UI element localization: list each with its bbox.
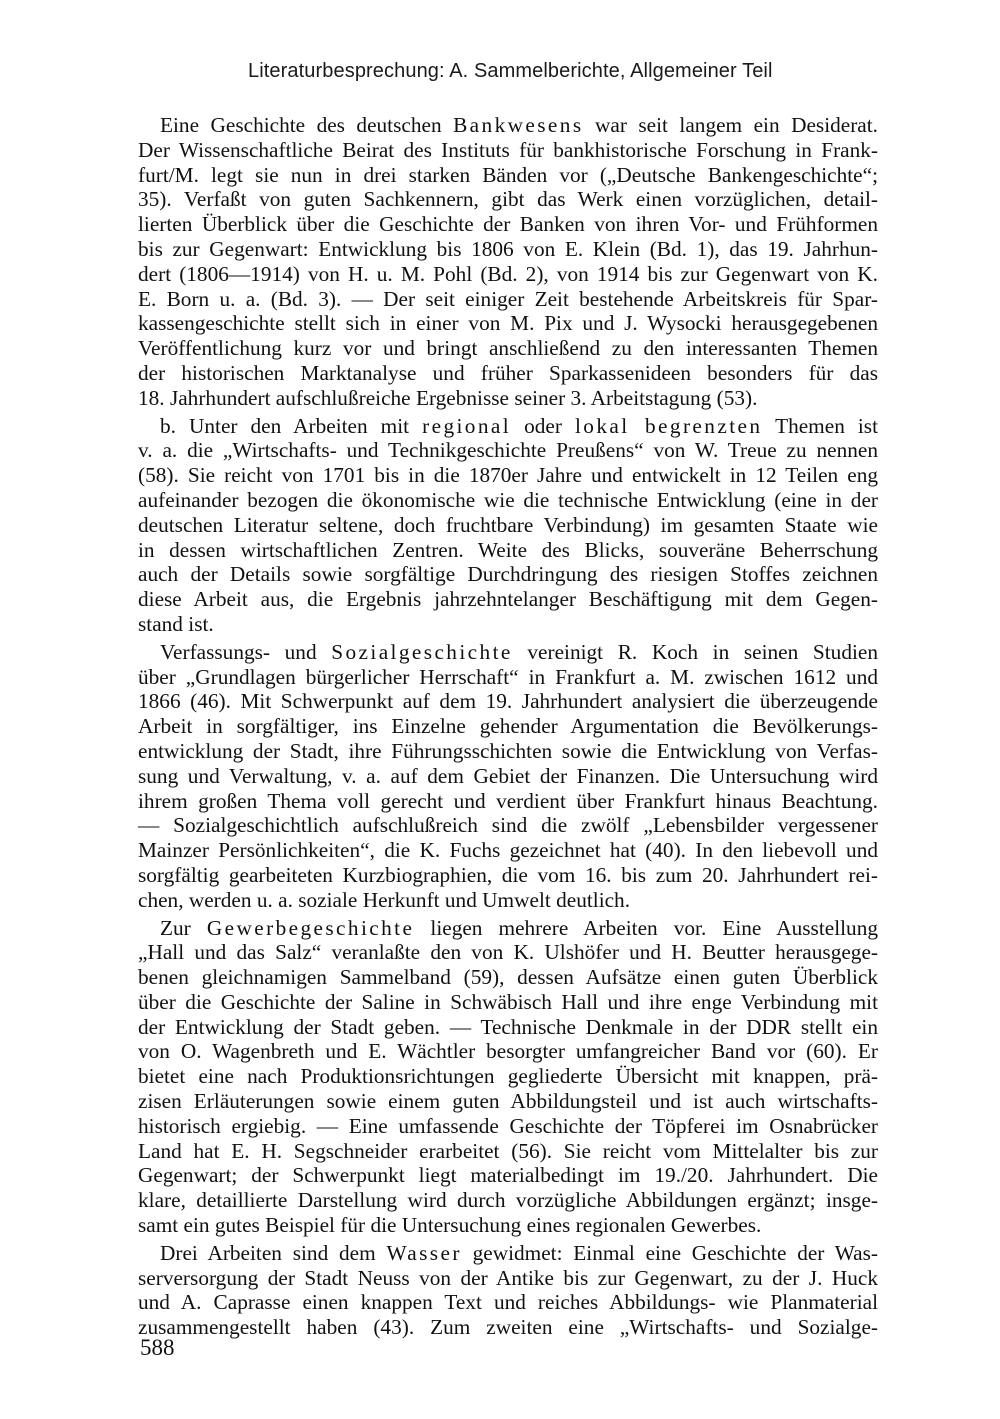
text-line xyxy=(138,1241,878,1266)
text-run: Eine Geschichte des deutschen xyxy=(160,113,454,137)
text-run: von O. Wagenbreth und E. Wächtler besorgter umfangreicher Band vor (60). Er xyxy=(138,1039,878,1064)
text-line xyxy=(138,1114,878,1139)
text-line xyxy=(138,287,878,312)
text-line xyxy=(138,789,878,814)
text-run: E. Born u. a. (Bd. 3). — Der seit einiger Zeit bestehende Arbeitskreis für Spar- xyxy=(138,286,878,311)
text-line xyxy=(138,813,878,838)
text-line xyxy=(138,587,878,612)
text-line xyxy=(138,739,878,764)
text-run: entwicklung der Stadt, ihre Führungsschichten sowie die Entwicklung von Verfas- xyxy=(138,738,878,763)
text-run: diese Arbeit aus, die Ergebnis jahrzehntelanger Beschäftigung mit dem Gegen- xyxy=(138,587,878,612)
paragraph xyxy=(138,916,878,1238)
text-run: der historischen Marktanalyse und früher Sparkassenideen besonders für das xyxy=(138,360,878,385)
text-run: liegen mehrere Arbeiten vor. Eine Ausstellung xyxy=(414,915,878,940)
text-run: Themen ist xyxy=(762,413,878,438)
text-run: Drei Arbeiten sind dem xyxy=(160,1240,387,1265)
text-run: oder xyxy=(511,413,575,438)
body-text xyxy=(138,113,878,1340)
text-line xyxy=(138,1163,878,1188)
text-line xyxy=(138,714,878,739)
text-run: Zur xyxy=(160,915,207,940)
text-run: zisen Erläuterungen sowie einem guten Abbildungsteil und ist auch wirtschafts- xyxy=(138,1089,878,1114)
text-line xyxy=(138,1266,878,1291)
text-run: Verfassungs- und xyxy=(160,639,332,664)
paragraph xyxy=(138,414,878,637)
text-run: dert (1806—1914) von H. u. M. Pohl (Bd. 2), von 1914 bis zur Gegenwart von K. xyxy=(138,261,878,286)
text-run: furt/M. legt sie nun in drei starken Bänden vor („Deutsche Bankengeschichte“; xyxy=(138,162,878,187)
paragraph xyxy=(138,640,878,913)
text-run: benen gleichnamigen Sammelband (59), dessen Aufsätze einen guten Überblick xyxy=(138,965,878,990)
text-line xyxy=(138,1089,878,1114)
text-line xyxy=(138,538,878,563)
text-line xyxy=(138,764,878,789)
text-line xyxy=(138,990,878,1015)
text-line xyxy=(138,640,878,665)
text-line xyxy=(138,187,878,212)
text-line xyxy=(138,163,878,188)
emphasized-term: Wasser xyxy=(386,1240,462,1265)
text-run: v. a. die „Wirtschafts- und Technikgeschichte Preußens“ von W. Treue zu nennen xyxy=(138,438,878,463)
text-run: war seit langem ein Desiderat. xyxy=(583,113,878,137)
text-run: auch der Details sowie sorgfältige Durchdringung des riesigen Stoffes zeichnen xyxy=(138,562,878,587)
text-line xyxy=(138,1188,878,1213)
text-run: Arbeit in sorgfältiger, ins Einzelne gehender Argumentation die Bevölkerungs- xyxy=(138,714,878,739)
text-run: Mainzer Persönlichkeiten“, die K. Fuchs gezeichnet hat (40). In den liebevoll und xyxy=(138,838,878,863)
text-line xyxy=(138,311,878,336)
text-run: kassengeschichte stellt sich in einer von M. Pix und J. Wysocki herausgegebenen xyxy=(138,311,878,336)
text-line xyxy=(138,1315,878,1340)
text-line xyxy=(138,513,878,538)
text-line xyxy=(138,863,878,888)
text-run: historisch ergiebig. — Eine umfassende Geschichte der Töpferei im Osnabrücker xyxy=(138,1113,878,1138)
text-line xyxy=(138,612,878,637)
text-run: bis zur Gegenwart: Entwicklung bis 1806 von E. Klein (Bd. 1), das 19. Jahrhun- xyxy=(138,236,878,261)
text-line xyxy=(138,463,878,488)
text-run: Land hat E. H. Segschneider erarbeitet (56). Sie reicht vom Mittelalter bis zur xyxy=(138,1138,878,1163)
text-line xyxy=(138,386,878,411)
text-line xyxy=(138,1039,878,1064)
text-run: der Entwicklung der Stadt geben. — Technische Denkmale in der DDR stellt ein xyxy=(138,1014,878,1039)
text-line xyxy=(138,940,878,965)
emphasized-term: regional xyxy=(422,413,512,438)
text-line xyxy=(138,237,878,262)
text-run: vereinigt R. Koch in seinen Studien xyxy=(512,639,878,664)
text-run: Der Wissenschaftliche Beirat des Instituts für bankhistorische Forschung in Frank- xyxy=(138,137,878,162)
text-run: 18. Jahrhundert aufschlußreiche Ergebnisse seiner 3. Arbeitstagung (53). xyxy=(138,385,758,410)
text-run: ihrem großen Thema voll gerecht und verdient über Frankfurt hinaus Beachtung. xyxy=(138,788,878,813)
text-run: zusammengestellt haben (43). Zum zweiten eine „Wirtschafts- und Sozialge- xyxy=(138,1315,878,1340)
text-run: aufeinander bezogen die ökonomische wie die technische Entwicklung (eine in der xyxy=(138,487,878,512)
text-line xyxy=(138,361,878,386)
paragraph xyxy=(138,113,878,411)
text-line xyxy=(138,113,878,138)
page-number: 588 xyxy=(140,1335,175,1360)
text-run: stand ist. xyxy=(138,611,214,636)
text-run: serversorgung der Stadt Neuss von der Antike bis zur Gegenwart, zu der J. Huck xyxy=(138,1265,878,1290)
text-line xyxy=(138,1015,878,1040)
emphasized-term: Gewerbegeschichte xyxy=(206,915,415,940)
text-run: chen, werden u. a. soziale Herkunft und Umwelt deutlich. xyxy=(138,887,631,912)
text-line xyxy=(138,562,878,587)
text-run: und A. Caprasse einen knappen Text und reiches Abbildungs- wie Planmaterial xyxy=(138,1290,878,1315)
text-line xyxy=(138,965,878,990)
text-line xyxy=(138,1290,878,1315)
text-run: deutschen Literatur seltene, doch fruchtbare Verbindung) im gesamten Staate wie xyxy=(138,512,878,537)
text-run: Veröffentlichung kurz vor und bringt anschließend zu den interessanten Themen xyxy=(138,336,878,361)
text-line xyxy=(138,438,878,463)
text-run: über die Geschichte der Saline in Schwäbisch Hall und ihre enge Verbindung mit xyxy=(138,989,878,1014)
text-line xyxy=(138,262,878,287)
text-line xyxy=(138,665,878,690)
text-line xyxy=(138,1064,878,1089)
running-head: Literaturbesprechung: A. Sammelberichte, Allgemeiner Teil xyxy=(248,60,773,82)
text-line xyxy=(138,138,878,163)
emphasized-term: Sozialgeschichte xyxy=(331,639,513,664)
text-line xyxy=(138,414,878,439)
text-run: sorgfältig gearbeiteten Kurzbiographien, die vom 16. bis zum 20. Jahrhundert rei- xyxy=(138,862,878,887)
text-line xyxy=(138,1139,878,1164)
text-run: über „Grundlagen bürgerlicher Herrschaft“ in Frankfurt a. M. zwischen 1612 und xyxy=(138,664,878,689)
text-line xyxy=(138,212,878,237)
text-run: 1866 (46). Mit Schwerpunkt auf dem 19. Jahrhundert analysiert die überzeugende xyxy=(138,689,878,714)
text-run: in dessen wirtschaftlichen Zentren. Weite des Blicks, souveräne Beherrschung xyxy=(138,537,878,562)
text-run: (58). Sie reicht von 1701 bis in die 1870er Jahre und entwickelt in 12 Teilen eng xyxy=(138,463,878,488)
text-run: b. Unter den Arbeiten mit xyxy=(160,413,423,438)
text-run: klare, detaillierte Darstellung wird durch vorzügliche Abbildungen ergänzt; insge- xyxy=(138,1188,878,1213)
text-line xyxy=(138,488,878,513)
text-run: Gegenwart; der Schwerpunkt liegt materialbedingt im 19./20. Jahrhundert. Die xyxy=(138,1163,878,1188)
text-run: gewidmet: Einmal eine Geschichte der Was- xyxy=(461,1240,879,1265)
text-line xyxy=(138,888,878,913)
text-run: lierten Überblick über die Geschichte der Banken von ihren Vor- und Frühformen xyxy=(138,212,878,237)
text-line xyxy=(138,1213,878,1238)
text-run: bietet eine nach Produktionsrichtungen gegliederte Übersicht mit knappen, prä- xyxy=(138,1064,878,1089)
paragraph xyxy=(138,1241,878,1340)
text-run: 35). Verfaßt von guten Sachkennern, gibt das Werk einen vorzüglichen, detail- xyxy=(138,187,878,212)
emphasized-term: Bankwesens xyxy=(453,113,584,137)
text-run: „Hall und das Salz“ veranlaßte den von K. Ulshöfer und H. Beutter herausgege- xyxy=(138,940,878,965)
text-line xyxy=(138,916,878,941)
text-run: samt ein gutes Beispiel für die Untersuchung eines regionalen Gewerbes. xyxy=(138,1213,762,1238)
text-run: sung und Verwaltung, v. a. auf dem Gebiet der Finanzen. Die Untersuchung wird xyxy=(138,763,878,788)
text-line xyxy=(138,689,878,714)
text-run: — Sozialgeschichtlich aufschlußreich sind die zwölf „Lebensbilder vergessener xyxy=(138,813,878,838)
emphasized-term: lokal begrenzten xyxy=(574,413,763,438)
text-line xyxy=(138,336,878,361)
text-line xyxy=(138,838,878,863)
